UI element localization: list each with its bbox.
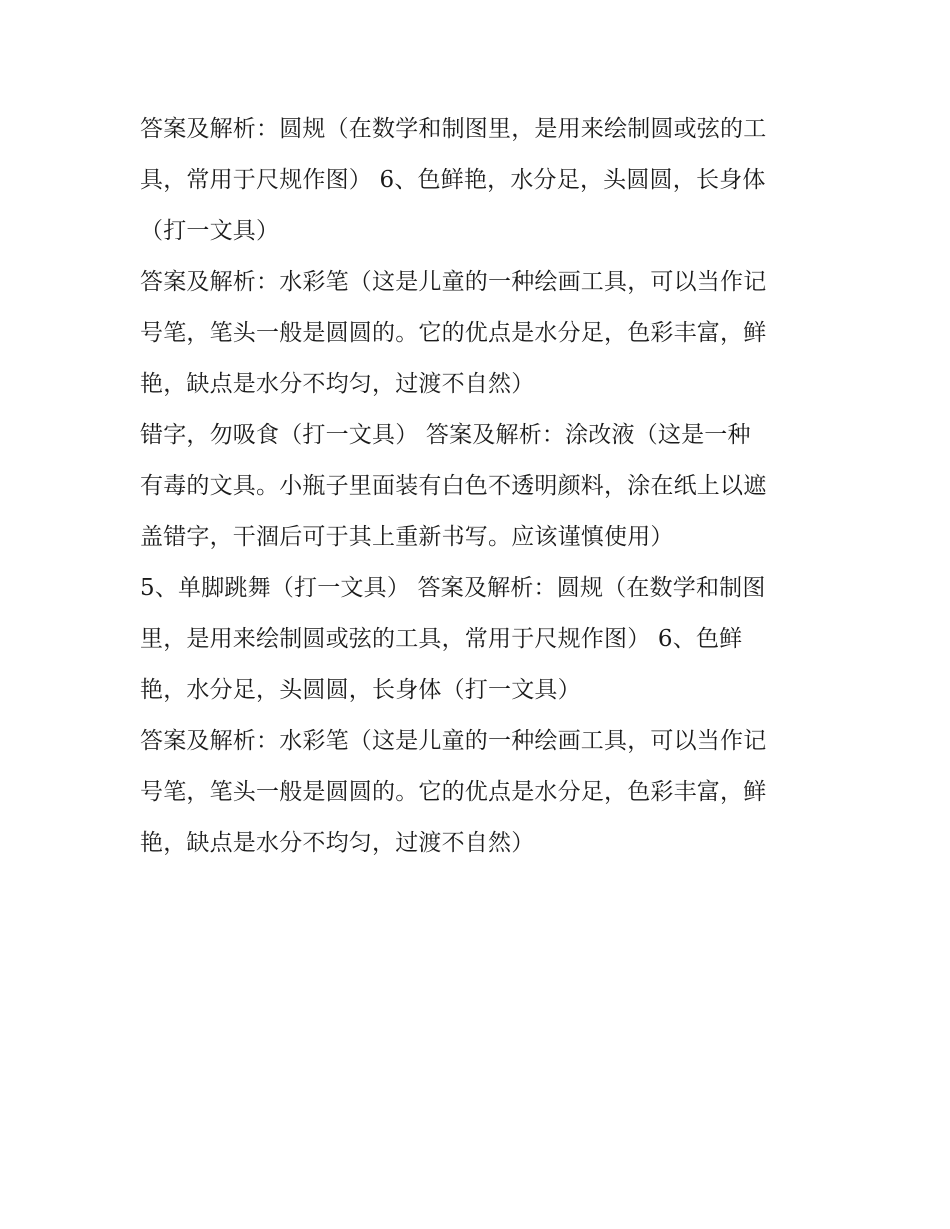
text-line: 5、单脚跳舞（打一文具） 答案及解析：圆规（在数学和制图 [140, 575, 766, 601]
text-line: 盖错字，干涸后可于其上重新书写。应该谨慎使用） [140, 524, 674, 550]
text-line: 答案及解析：圆规（在数学和制图里，是用来绘制圆或弦的工 [140, 116, 767, 142]
text-line: 答案及解析：水彩笔（这是儿童的一种绘画工具，可以当作记 [140, 728, 767, 754]
text-line: 有毒的文具。小瓶子里面装有白色不透明颜料，涂在纸上以遮 [140, 473, 767, 499]
text-line: 艳，缺点是水分不均匀，过渡不自然） [140, 371, 535, 397]
text-line: 具，常用于尺规作图） 6、色鲜艳，水分足，头圆圆，长身体 [140, 167, 766, 193]
text-line: 号笔，笔头一般是圆圆的。它的优点是水分足，色彩丰富，鲜 [140, 779, 767, 805]
text-line: 答案及解析：水彩笔（这是儿童的一种绘画工具，可以当作记 [140, 269, 767, 295]
text-line: 号笔，笔头一般是圆圆的。它的优点是水分足，色彩丰富，鲜 [140, 320, 767, 346]
text-line: （打一文具） [140, 218, 280, 244]
text-line: 里，是用来绘制圆或弦的工具，常用于尺规作图） 6、色鲜 [140, 626, 743, 652]
text-line: 艳，缺点是水分不均匀，过渡不自然） [140, 830, 535, 856]
text-line: 艳，水分足，头圆圆，长身体（打一文具） [140, 677, 581, 703]
document-body [140, 104, 820, 869]
text-line: 错字，勿吸食（打一文具） 答案及解析：涂改液（这是一种 [140, 422, 751, 448]
